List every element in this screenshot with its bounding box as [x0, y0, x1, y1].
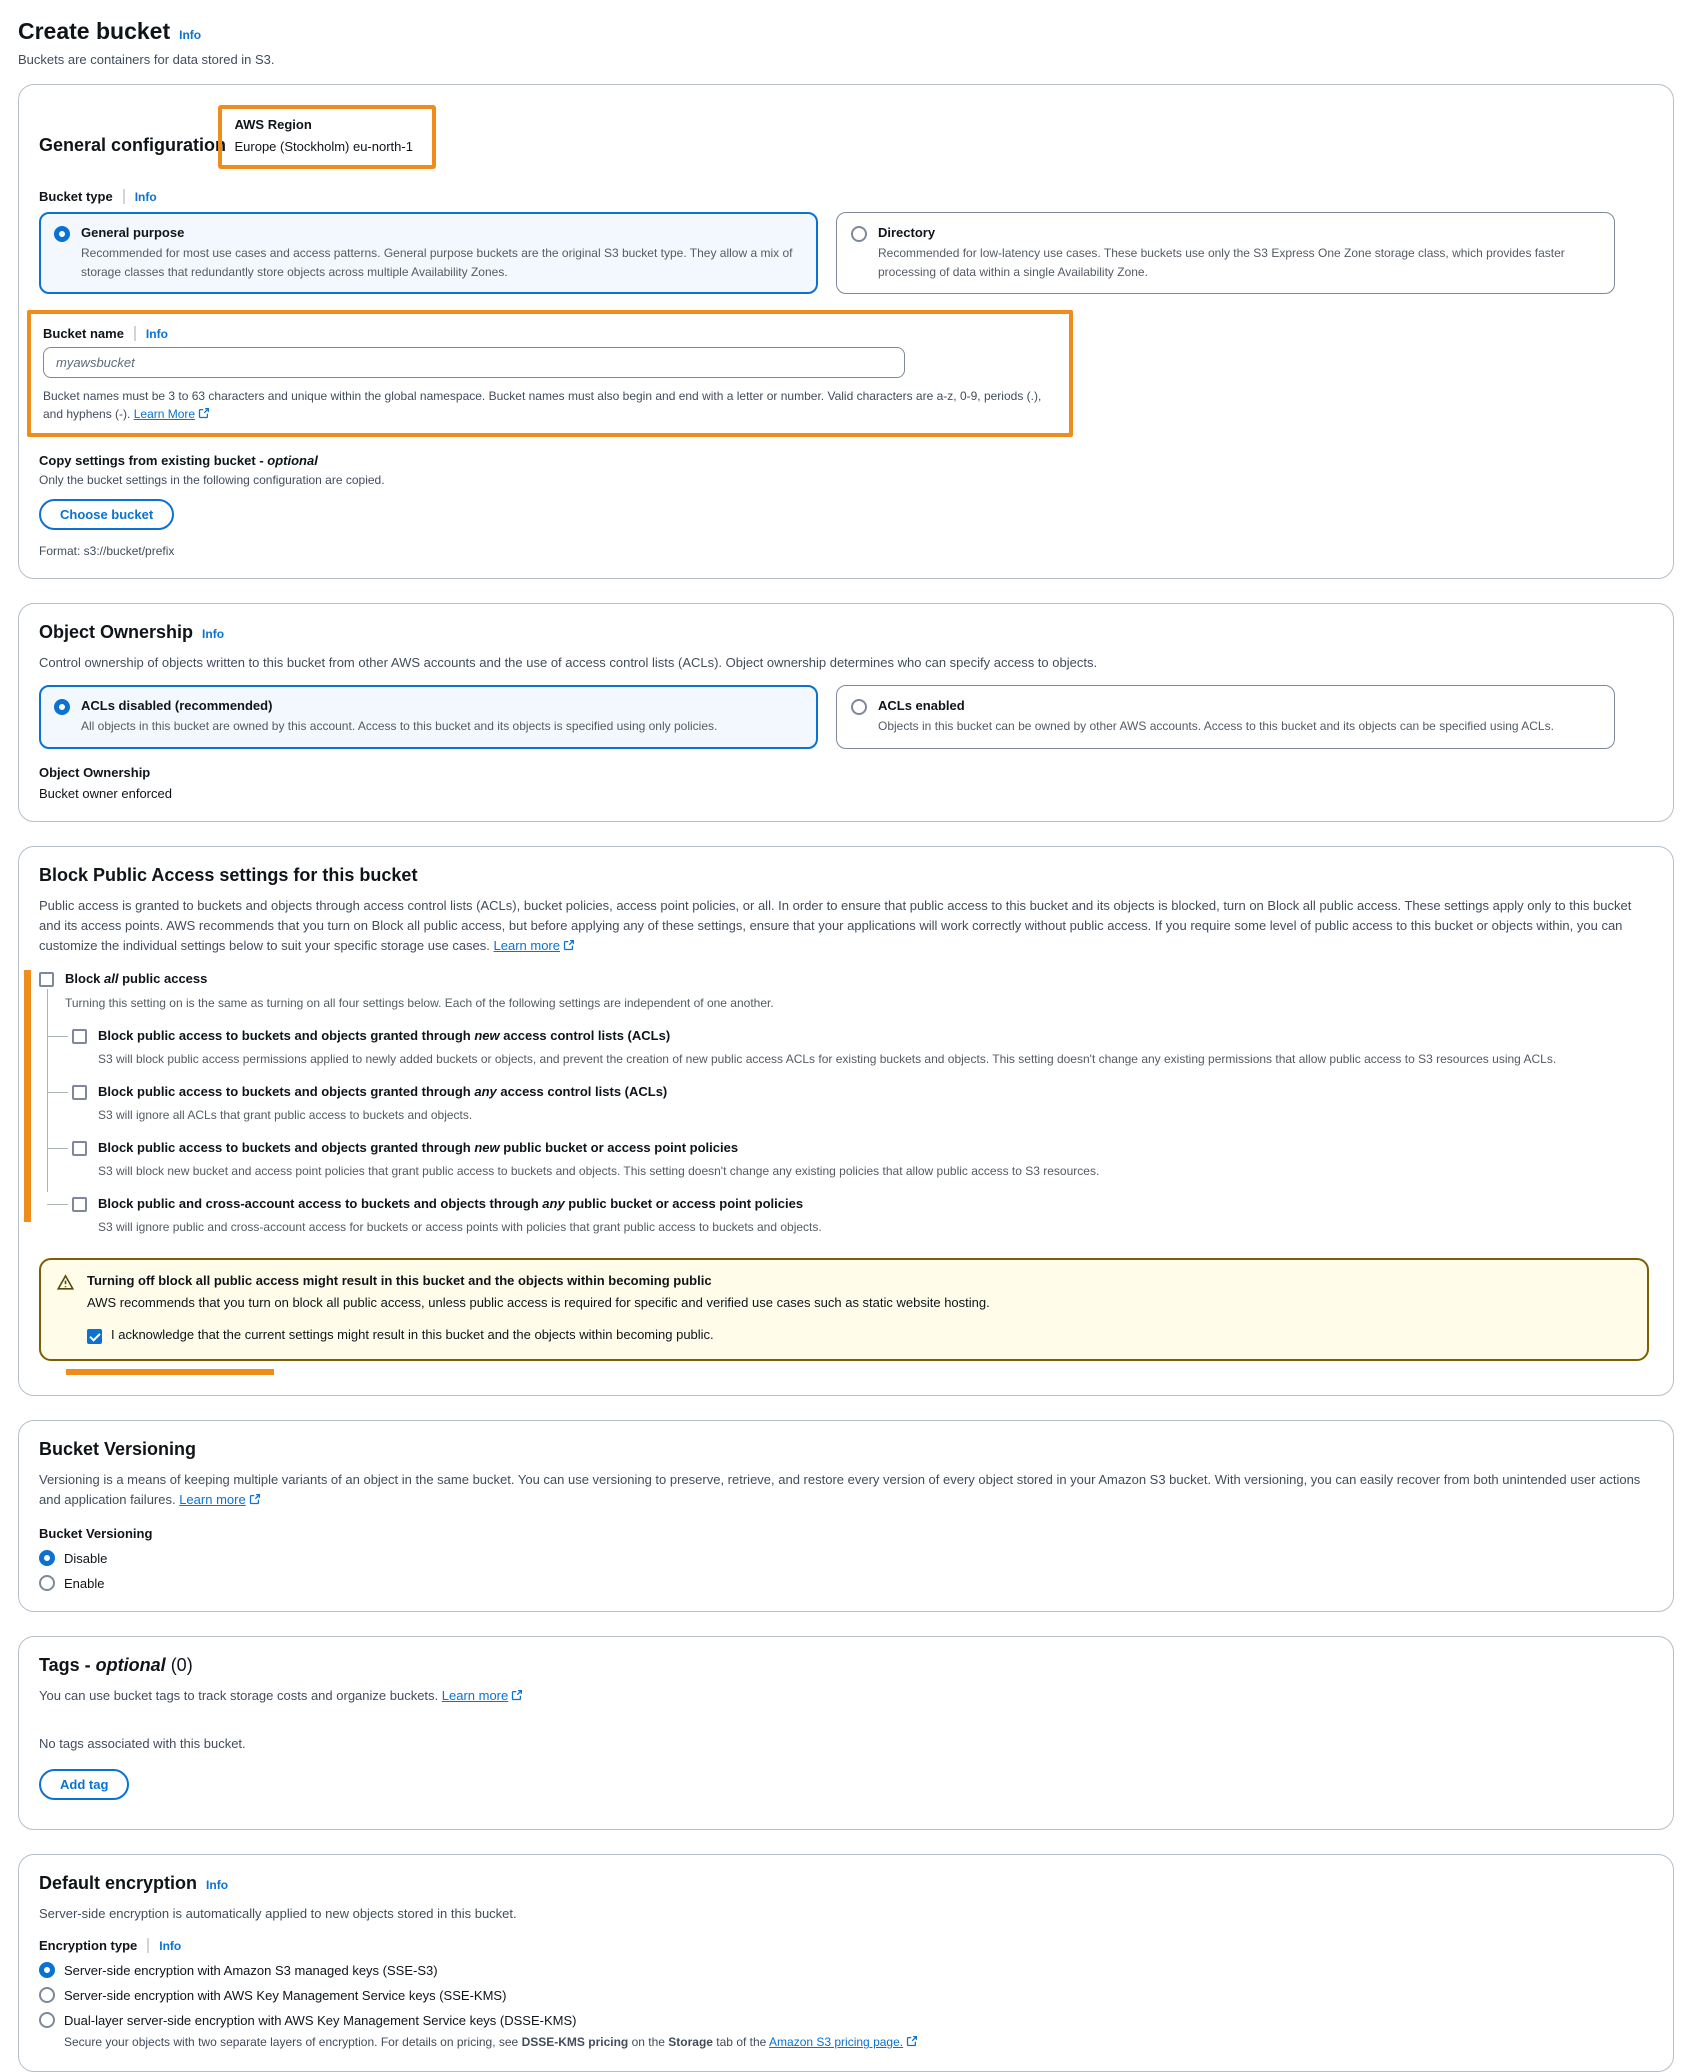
option-description: All objects in this bucket are owned by this account. Access to this bucket and its objects is specified using only policies.: [81, 719, 718, 734]
checkbox-label: Block public access to buckets and objects granted through new access control lists (ACLs): [98, 1027, 671, 1043]
bucket-type-general-purpose-option[interactable]: [39, 212, 818, 294]
external-link-icon: [249, 1493, 261, 1505]
radio-selected-icon: [39, 1962, 55, 1978]
radio-label: Server-side encryption with AWS Key Management Service keys (SSE-KMS): [64, 1987, 507, 2003]
option-title: General purpose: [81, 225, 185, 240]
radio-icon: [39, 2012, 55, 2028]
default-encryption-title: Default encryption: [39, 1873, 198, 1894]
checkbox-label: Block public access to buckets and objects granted through any access control lists (ACLs): [98, 1083, 668, 1099]
option-title: ACLs disabled (recommended): [81, 698, 273, 714]
block-public-access-sub-options: [72, 1027, 1653, 1237]
public-access-warning-alert: [39, 1258, 1649, 1361]
copy-settings-label: Copy settings from existing bucket - optional: [39, 453, 318, 469]
acls-disabled-option[interactable]: [39, 685, 818, 749]
acknowledge-checkbox-row[interactable]: [87, 1327, 990, 1344]
page-title: Create bucket: [18, 18, 171, 44]
block-cross-account-checkbox-row[interactable]: [72, 1195, 1653, 1236]
add-tag-button[interactable]: Add tag: [39, 1769, 129, 1800]
radio-icon: [39, 1987, 55, 2003]
bucket-name-info-link[interactable]: Info: [145, 326, 168, 341]
bucket-type-label: Bucket type: [39, 189, 113, 204]
annotation-vertical-bar: [24, 970, 31, 1222]
annotation-underline-bar: [66, 1369, 274, 1375]
bucket-type-directory-option[interactable]: [836, 212, 1615, 294]
checkbox-label: Block all public access: [65, 971, 208, 987]
external-link-icon: [511, 1689, 523, 1701]
default-encryption-panel: [18, 1854, 1674, 2072]
page-info-link[interactable]: Info: [179, 28, 202, 42]
external-link-icon: [906, 2035, 918, 2047]
option-description: Recommended for most use cases and access patterns. General purpose buckets are the original S3 bucket type. They allow a mix of storage classes that redundantly store objects across multiple Availability Zones.: [81, 246, 793, 279]
bucket-type-label-row: [39, 189, 1653, 204]
block-public-access-panel: [18, 846, 1674, 1396]
dsse-kms-description: Secure your objects with two separate layers of encryption. For details on pricing, see DSSE-KMS pricing on the Storage tab of the Amazon S3 pricing page.: [64, 2033, 1653, 2051]
versioning-enable-option[interactable]: [39, 1575, 1653, 1591]
general-configuration-panel: [18, 84, 1674, 579]
default-encryption-info-link[interactable]: Info: [206, 1878, 229, 1893]
bucket-name-label: Bucket name: [43, 326, 124, 342]
copy-settings-description: Only the bucket settings in the following configuration are copied.: [39, 473, 385, 488]
general-configuration-title: General configuration: [39, 135, 227, 155]
divider: [123, 189, 125, 204]
bucket-versioning-description: Versioning is a means of keeping multiple variants of an object in the same bucket. You can use versioning to preserve, retrieve, and restore every version of every object stored in your Amazon S3 bucket. With versioning, you can easily recover from both unintended user actions and application failures. Learn more: [39, 1471, 1641, 1507]
encryption-sse-kms-option[interactable]: [39, 1987, 1653, 2003]
radio-icon: [851, 226, 867, 242]
radio-label: Server-side encryption with Amazon S3 managed keys (SSE-S3): [64, 1962, 438, 1978]
bucket-name-constraint: [43, 387, 1057, 423]
object-ownership-title: Object Ownership: [39, 622, 194, 643]
encryption-type-label-row: [39, 1938, 1653, 1953]
checkbox-icon[interactable]: [72, 1141, 87, 1156]
checkbox-description: Turning this setting on is the same as turning on all four settings below. Each of the following settings are independent of one another.: [65, 995, 774, 1010]
bucket-type-options: [39, 212, 1615, 294]
block-any-acls-checkbox-row[interactable]: [72, 1083, 1653, 1124]
page-subtitle: Buckets are containers for data stored in S3.: [18, 52, 275, 67]
checkbox-icon[interactable]: [72, 1029, 87, 1044]
radio-icon: [851, 699, 867, 715]
warning-description: AWS recommends that you turn on block all public access, unless public access is required for specific and verified use cases such as static website hosting.: [87, 1295, 990, 1311]
block-public-access-description: Public access is granted to buckets and objects through access control lists (ACLs), bucket policies, access point policies, or all. In order to ensure that public access to this bucket and its objects is blocked, turn on Block all public access. These settings apply only to this bucket and its access points. AWS recommends that you turn on Block all public access, but before applying any of these settings, ensure that your applications will work correctly without public access. If you require some level of public access to this bucket or objects within, you can customize the individual settings below to suit your specific storage use cases. Learn more: [39, 897, 1632, 954]
tags-title: Tags - optional (0): [39, 1655, 193, 1676]
object-ownership-result-label: Object Ownership: [39, 764, 151, 780]
object-ownership-info-link[interactable]: Info: [202, 627, 225, 642]
block-public-access-title: Block Public Access settings for this bucket: [39, 864, 418, 885]
warning-title: Turning off block all public access might result in this bucket and the objects within becoming public: [87, 1273, 712, 1289]
bucket-name-annotation-box: [27, 310, 1073, 437]
bucket-name-label-row: [43, 326, 1057, 341]
constraint-text: Bucket names must be 3 to 63 characters and unique within the global namespace. Bucket names must also begin and end with a letter or number. Valid characters are a-z, 0-9, periods (.), and hyphens (-).: [43, 389, 1042, 422]
radio-label: Disable: [64, 1550, 108, 1566]
aws-region-annotation-box: [218, 105, 436, 169]
tags-count: (0): [170, 1655, 193, 1676]
bucket-versioning-panel: [18, 1420, 1674, 1612]
bucket-name-input[interactable]: [43, 347, 905, 378]
checkbox-label: Block public and cross-account access to buckets and objects through any public bucket or access point policies: [98, 1196, 804, 1212]
checkbox-checked-icon[interactable]: [87, 1329, 102, 1344]
block-new-policies-checkbox-row[interactable]: [72, 1139, 1653, 1180]
versioning-disable-option[interactable]: [39, 1550, 1653, 1566]
learn-more-link[interactable]: Learn more: [179, 1492, 260, 1507]
radio-label: Dual-layer server-side encryption with AWS Key Management Service keys (DSSE-KMS): [64, 2012, 577, 2028]
acknowledge-label: I acknowledge that the current settings might result in this bucket and the objects within becoming public.: [111, 1326, 714, 1342]
block-all-public-access-checkbox-row[interactable]: [39, 970, 1653, 1011]
divider: [147, 1938, 149, 1953]
bucket-versioning-field-label: Bucket Versioning: [39, 1526, 153, 1542]
page-header: [18, 18, 1674, 45]
radio-selected-icon: [54, 226, 70, 242]
object-ownership-panel: [18, 603, 1674, 822]
tags-description: You can use bucket tags to track storage costs and organize buckets. Learn more: [39, 1686, 1653, 1706]
learn-more-link[interactable]: Learn more: [442, 1688, 523, 1703]
default-encryption-description: Server-side encryption is automatically applied to new objects stored in this bucket.: [39, 1906, 517, 1922]
encryption-sse-s3-option[interactable]: [39, 1962, 1653, 1978]
option-title: ACLs enabled: [878, 698, 965, 714]
checkbox-description: S3 will block public access permissions applied to newly added buckets or objects, and prevent the creation of new public access ACLs for existing buckets and objects. This setting doesn't change any existing permissions that allow public access to S3 resources using ACLs.: [98, 1051, 1557, 1066]
object-ownership-description: Control ownership of objects written to this bucket from other AWS accounts and the use of access control lists (ACLs). Object ownership determines who can specify access to objects.: [39, 655, 1098, 671]
choose-bucket-button[interactable]: Choose bucket: [39, 499, 174, 530]
option-title: Directory: [878, 225, 936, 240]
radio-selected-icon: [39, 1550, 55, 1566]
external-link-icon: [563, 939, 575, 951]
object-ownership-options: [39, 685, 1615, 749]
aws-region-value: Europe (Stockholm) eu-north-1: [234, 139, 413, 154]
format-hint: Format: s3://bucket/prefix: [39, 544, 175, 559]
tags-panel: [18, 1636, 1674, 1830]
s3-pricing-page-link[interactable]: Amazon S3 pricing page.: [769, 2035, 918, 2049]
radio-label: Enable: [64, 1575, 105, 1591]
checkbox-label: Block public access to buckets and objects granted through new public bucket or access point policies: [98, 1139, 739, 1155]
acls-enabled-option[interactable]: [836, 685, 1615, 749]
object-ownership-result-value: Bucket owner enforced: [39, 785, 172, 801]
divider: [134, 326, 136, 341]
checkbox-icon[interactable]: [72, 1197, 87, 1212]
warning-icon: [57, 1274, 74, 1344]
radio-icon: [39, 1575, 55, 1591]
option-description: Objects in this bucket can be owned by other AWS accounts. Access to this bucket and its objects can be specified using ACLs.: [878, 719, 1554, 734]
checkbox-description: S3 will ignore public and cross-account access for buckets or access points with policies that grant public access to buckets and objects.: [98, 1220, 822, 1235]
aws-region-label: AWS Region: [234, 117, 312, 132]
checkbox-icon[interactable]: [39, 972, 54, 987]
radio-selected-icon: [54, 699, 70, 715]
learn-more-link[interactable]: Learn more: [494, 938, 575, 953]
bucket-type-info-link[interactable]: Info: [134, 189, 157, 204]
learn-more-link[interactable]: Learn More: [134, 407, 210, 421]
checkbox-description: S3 will block new bucket and access point policies that grant public access to buckets and objects. This setting doesn't change any existing policies that allow public access to S3 resources.: [98, 1164, 1100, 1179]
checkbox-description: S3 will ignore all ACLs that grant public access to buckets and objects.: [98, 1107, 473, 1122]
block-public-access-options: [39, 970, 1653, 1236]
tags-empty-text: No tags associated with this bucket.: [39, 1736, 246, 1752]
block-new-acls-checkbox-row[interactable]: [72, 1027, 1653, 1068]
option-description: Recommended for low-latency use cases. These buckets use only the S3 Express One Zone storage class, which provides faster processing of data within a single Availability Zone.: [878, 246, 1565, 279]
checkbox-icon[interactable]: [72, 1085, 87, 1100]
encryption-dsse-kms-option[interactable]: [39, 2012, 1653, 2028]
encryption-type-info-link[interactable]: Info: [159, 1938, 182, 1953]
external-link-icon: [198, 407, 210, 419]
bucket-versioning-title: Bucket Versioning: [39, 1438, 197, 1459]
encryption-type-label: Encryption type: [39, 1938, 138, 1954]
